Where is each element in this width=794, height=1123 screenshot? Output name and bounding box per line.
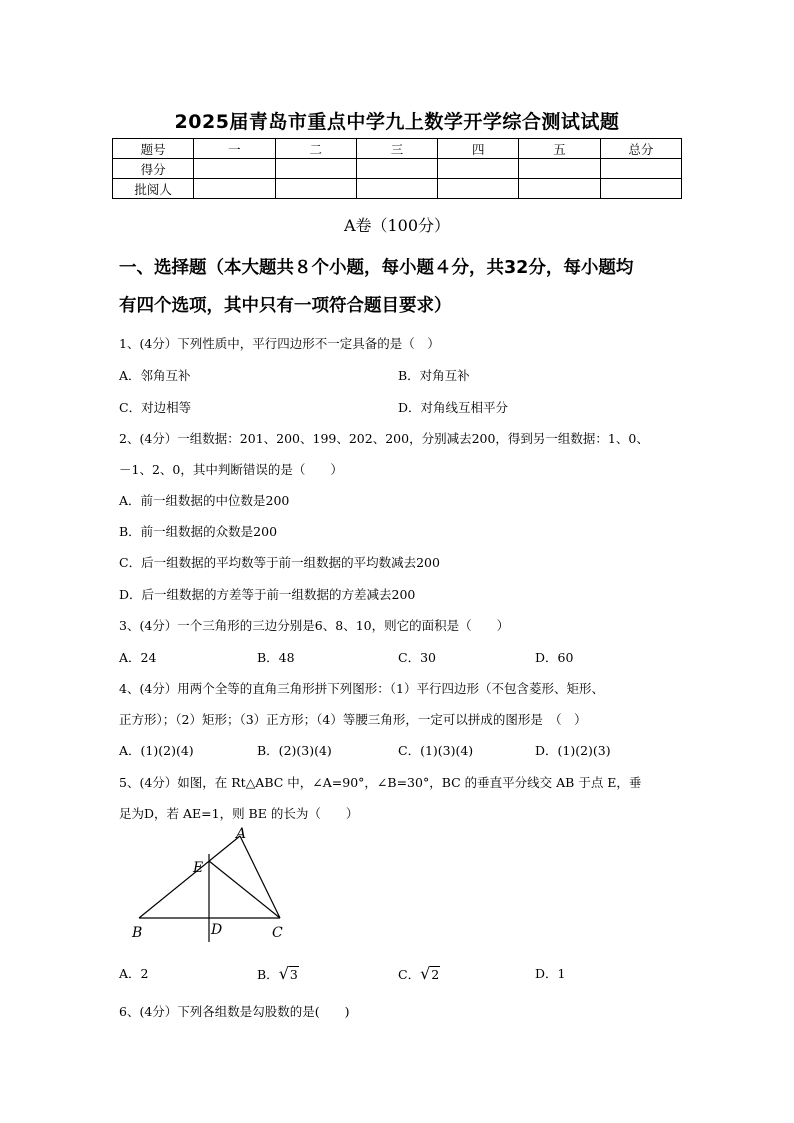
question-2-stem: 2、(4分）一组数据：201、200、199、202、200，分别减去200，得到另一组数据：1、0、	[119, 431, 649, 446]
score-header-cell: 一	[194, 139, 275, 159]
question-4-option-b[interactable]: B．(2)(3)(4)	[257, 743, 332, 758]
score-header-cell: 题号	[113, 139, 194, 159]
question-2-option-a[interactable]: A．前一组数据的中位数是200	[119, 493, 290, 508]
option-letter: B．	[257, 967, 279, 982]
score-table-row	[113, 179, 682, 199]
question-3-option-a[interactable]: A．24	[119, 650, 157, 665]
question-3-option-b[interactable]: B．48	[257, 650, 295, 665]
question-1-option-c[interactable]: C．对边相等	[119, 400, 192, 415]
score-cell[interactable]	[519, 179, 600, 199]
question-6-stem: 6、(4分）下列各组数是勾股数的是( )	[119, 1004, 350, 1019]
radical-sign: √	[420, 964, 431, 983]
figure-label-a: A	[236, 826, 247, 842]
score-cell[interactable]	[275, 159, 356, 179]
question-5-option-a[interactable]: A．2	[119, 966, 149, 981]
triangle-figure	[130, 826, 300, 946]
question-1-option-d[interactable]: D．对角线互相平分	[398, 400, 509, 415]
score-cell[interactable]	[519, 159, 600, 179]
sqrt-expression	[279, 964, 299, 983]
question-4-stem: 正方形）；（2）矩形；（3）正方形；（4）等腰三角形，一定可以拼成的图形是 （ ）	[119, 712, 587, 727]
score-cell[interactable]	[194, 159, 275, 179]
figure-label-e: E	[193, 860, 204, 876]
question-1-option-a[interactable]: A．邻角互补	[119, 368, 191, 383]
exam-title: 2025届青岛市重点中学九上数学开学综合测试试题	[174, 111, 620, 133]
section-heading-line: 有四个选项，其中只有一项符合题目要求）	[119, 296, 452, 316]
question-2-option-b[interactable]: B．前一组数据的众数是200	[119, 524, 278, 539]
question-4-option-c[interactable]: C．(1)(3)(4)	[398, 743, 474, 758]
figure-segment-ba	[139, 836, 240, 918]
question-4-stem: 4、(4分）用两个全等的直角三角形拼下列图形：（1）平行四边形（不包含菱形、矩形、	[119, 681, 604, 696]
score-cell[interactable]	[356, 179, 437, 199]
score-cell[interactable]	[438, 159, 519, 179]
question-1-stem: 1、(4分）下列性质中，平行四边形不一定具备的是（ ）	[119, 336, 440, 351]
score-header-cell: 三	[356, 139, 437, 159]
score-header-cell: 总分	[600, 139, 681, 159]
question-5-option-d[interactable]: D．1	[535, 966, 566, 981]
question-3-stem: 3、(4分）一个三角形的三边分别是6、8、10，则它的面积是（ ）	[119, 618, 510, 633]
radical-sign: √	[278, 964, 289, 983]
question-5-option-b[interactable]	[257, 964, 299, 983]
score-header-cell: 二	[275, 139, 356, 159]
question-3-option-d[interactable]: D．60	[535, 650, 574, 665]
question-2-stem: －1、2、0，其中判断错误的是（ ）	[119, 462, 343, 477]
score-table	[112, 138, 682, 199]
score-cell[interactable]	[600, 179, 681, 199]
figure-segment-ac	[240, 836, 280, 918]
option-letter: C．	[398, 967, 421, 982]
score-header-cell: 四	[438, 139, 519, 159]
question-2-option-d[interactable]: D．后一组数据的方差等于前一组数据的方差减去200	[119, 587, 416, 602]
question-5-stem: 5、(4分）如图，在 Rt△ABC 中，∠A=90°，∠B=30°，BC 的垂直平分线交 AB 于点 E，垂	[119, 775, 642, 790]
radicand: 2	[431, 967, 440, 982]
figure-label-d: D	[211, 922, 223, 938]
question-2-option-c[interactable]: C．后一组数据的平均数等于前一组数据的平均数减去200	[119, 555, 440, 570]
question-3-option-c[interactable]: C．30	[398, 650, 436, 665]
score-header-cell: 五	[519, 139, 600, 159]
score-cell[interactable]	[275, 179, 356, 199]
question-5-stem: 足为D，若 AE=1，则 BE 的长为（ ）	[119, 806, 359, 821]
figure-label-b: B	[132, 925, 143, 941]
score-row-label: 批阅人	[113, 179, 194, 199]
radicand: 3	[289, 967, 298, 982]
question-5-option-c[interactable]	[398, 964, 440, 983]
question-4-option-a[interactable]: A．(1)(2)(4)	[119, 743, 194, 758]
score-cell[interactable]	[600, 159, 681, 179]
question-4-option-d[interactable]: D．(1)(2)(3)	[535, 743, 611, 758]
figure-segment-ec	[209, 861, 280, 918]
score-table-row	[113, 159, 682, 179]
score-cell[interactable]	[438, 179, 519, 199]
volume-heading: A卷（100分）	[343, 216, 451, 235]
figure-label-c: C	[272, 925, 283, 941]
score-cell[interactable]	[356, 159, 437, 179]
score-cell[interactable]	[194, 179, 275, 199]
score-row-label: 得分	[113, 159, 194, 179]
sqrt-expression	[420, 964, 440, 983]
score-table-header-row	[113, 139, 682, 159]
section-heading-line: 一、选择题（本大题共８个小题，每小题４分，共32分，每小题均	[119, 258, 634, 278]
question-1-option-b[interactable]: B．对角互补	[398, 368, 470, 383]
